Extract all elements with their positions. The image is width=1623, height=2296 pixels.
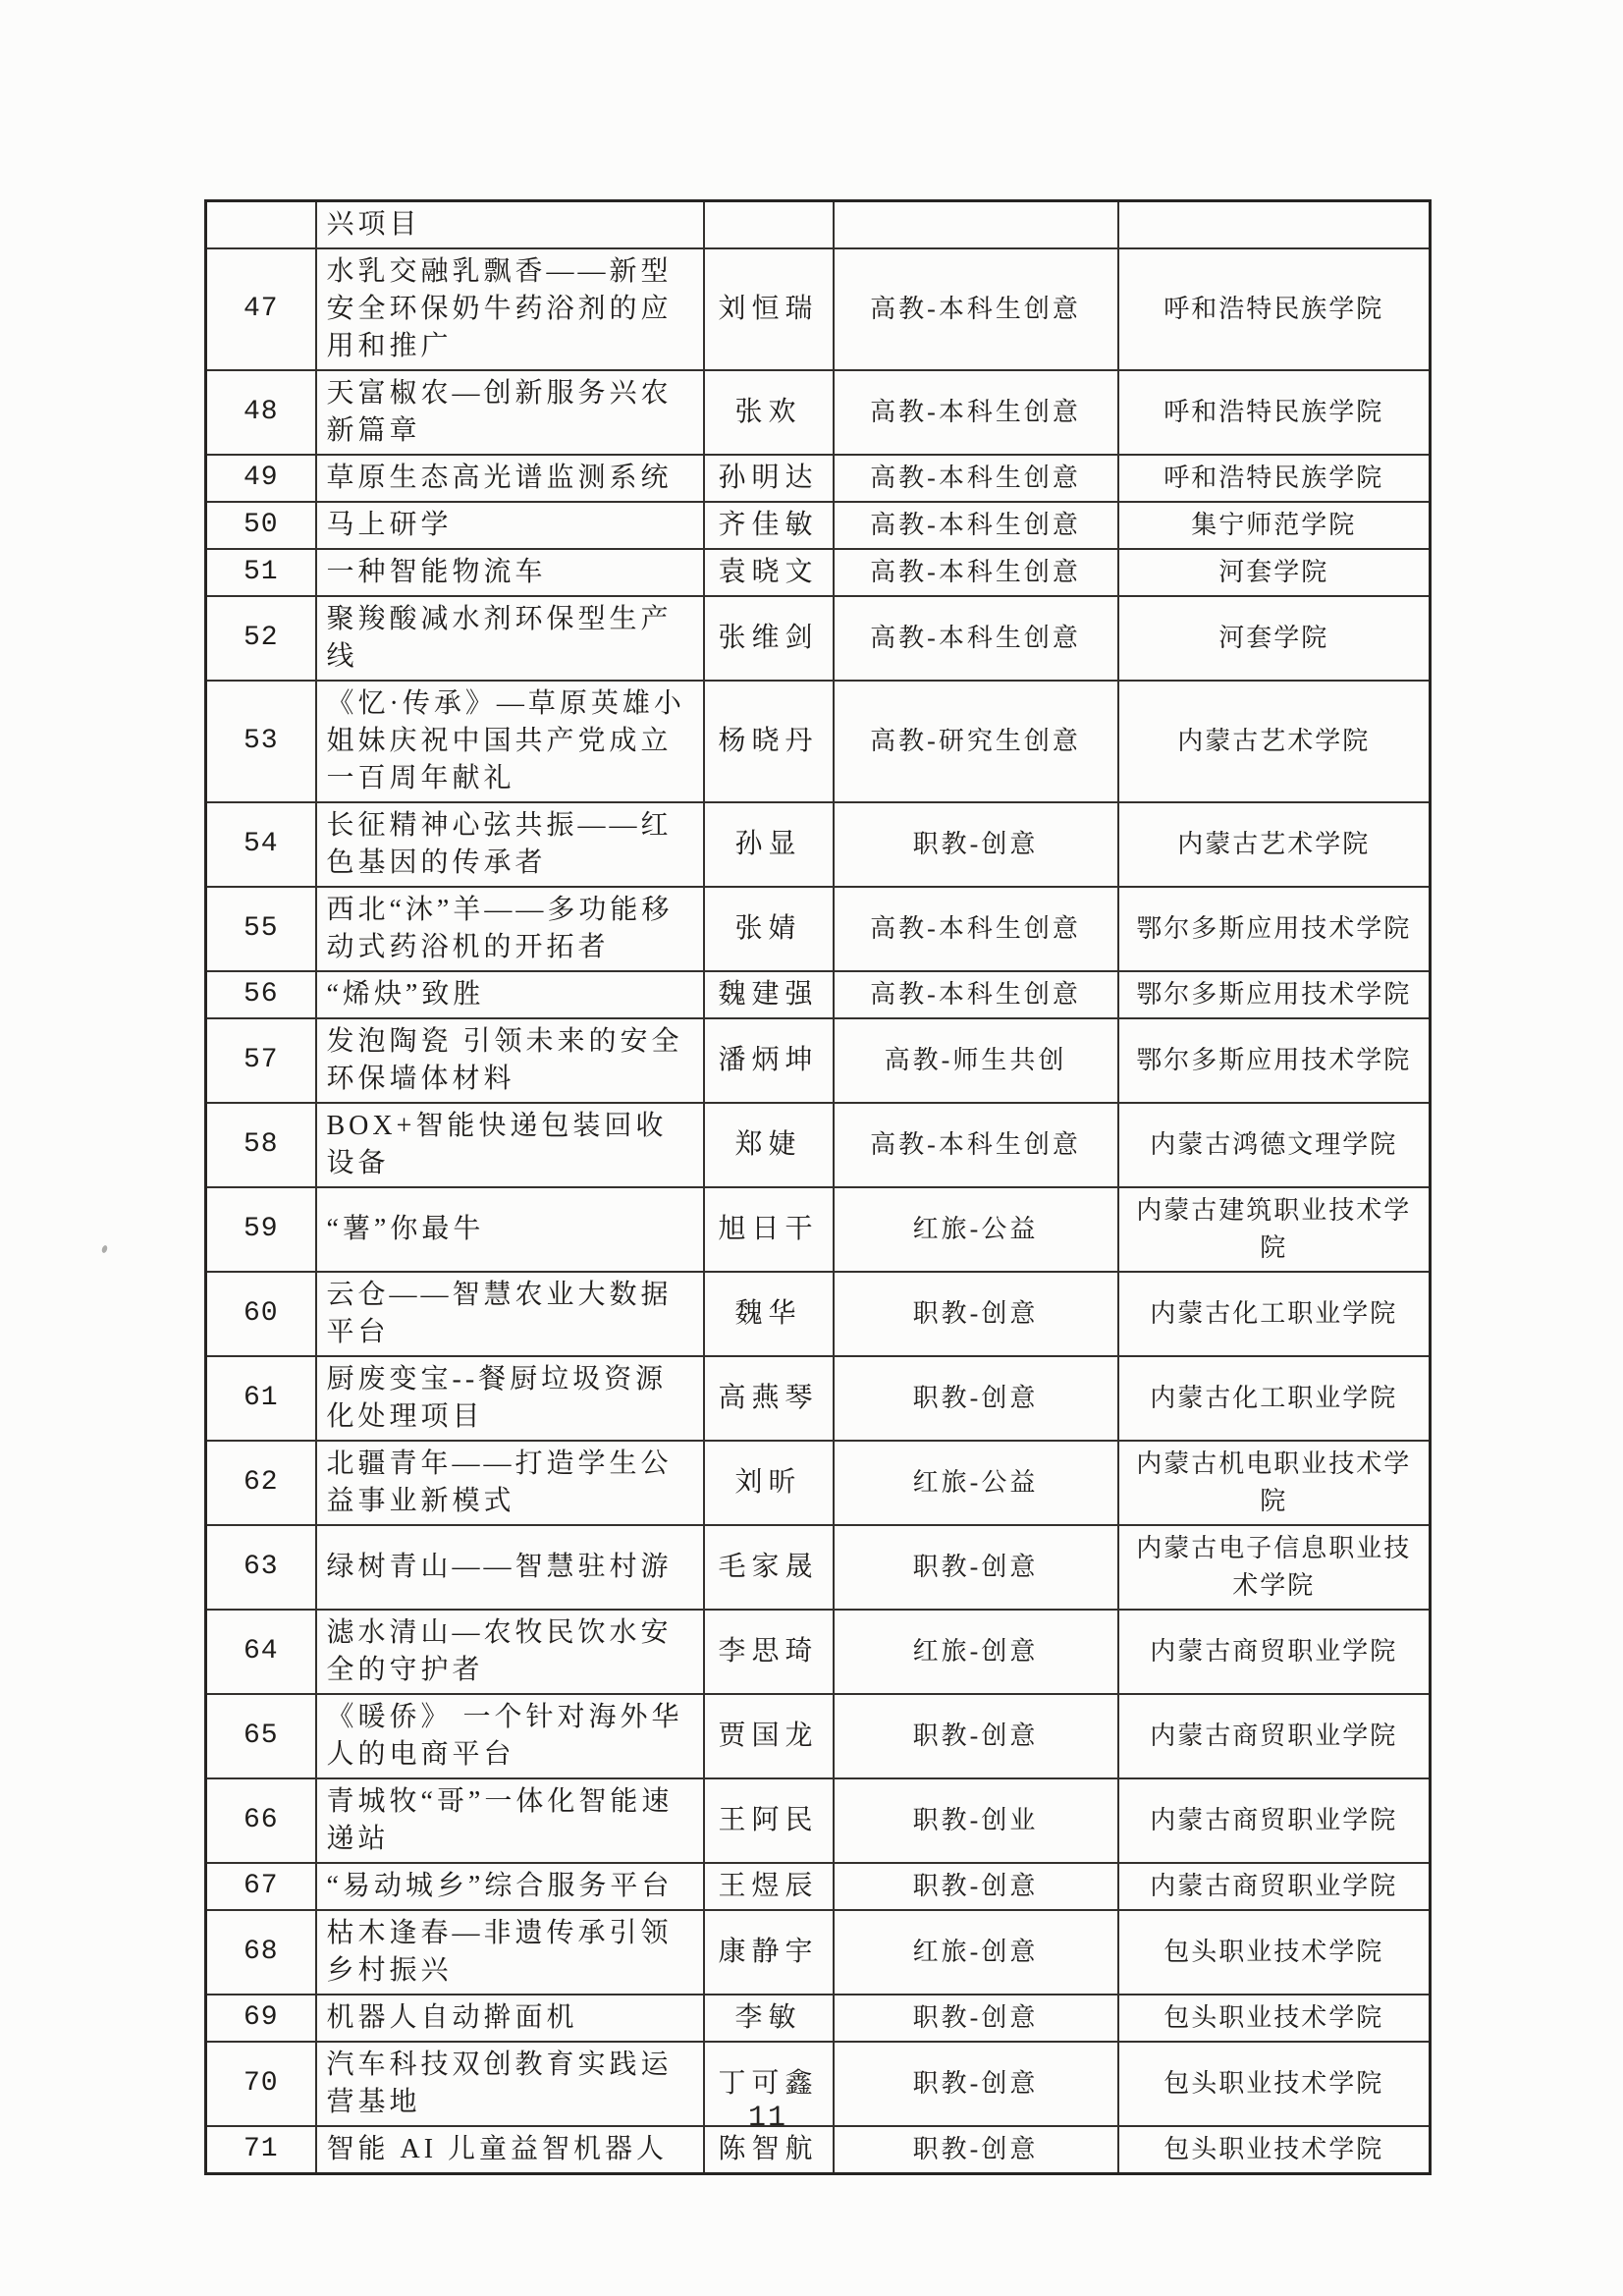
institution-name: 包头职业技术学院 [1118, 2042, 1431, 2126]
table-row [206, 2042, 1431, 2126]
leader-name: 齐佳敏 [704, 502, 834, 549]
project-name: BOX+智能快递包装回收设备 [316, 1103, 704, 1187]
institution-name: 内蒙古机电职业技术学院 [1118, 1441, 1431, 1525]
track-category: 高教-本科生创意 [834, 455, 1118, 502]
institution-name: 内蒙古商贸职业学院 [1118, 1863, 1431, 1910]
track-category: 高教-本科生创意 [834, 596, 1118, 681]
scan-artifact-speck [101, 1244, 108, 1253]
leader-name: 王煜辰 [704, 1863, 834, 1910]
row-number: 67 [206, 1863, 316, 1910]
institution-name: 包头职业技术学院 [1118, 1910, 1431, 1995]
track-category: 高教-师生共创 [834, 1018, 1118, 1103]
track-category: 高教-本科生创意 [834, 887, 1118, 971]
project-name: 枯木逢春—非遗传承引领乡村振兴 [316, 1910, 704, 1995]
institution-name: 内蒙古艺术学院 [1118, 802, 1431, 887]
table-row [206, 2126, 1431, 2174]
project-name: 北疆青年——打造学生公益事业新模式 [316, 1441, 704, 1525]
leader-name: 张维剑 [704, 596, 834, 681]
row-number [206, 201, 316, 249]
track-category: 红旅-公益 [834, 1441, 1118, 1525]
track-category: 职教-创意 [834, 1272, 1118, 1356]
leader-name: 潘炳坤 [704, 1018, 834, 1103]
institution-name: 内蒙古建筑职业技术学院 [1118, 1187, 1431, 1272]
project-name: 长征精神心弦共振——红色基因的传承者 [316, 802, 704, 887]
institution-name [1118, 201, 1431, 249]
leader-name: 孙明达 [704, 455, 834, 502]
row-number: 64 [206, 1610, 316, 1694]
institution-name: 河套学院 [1118, 596, 1431, 681]
institution-name: 内蒙古电子信息职业技术学院 [1118, 1525, 1431, 1610]
leader-name: 孙显 [704, 802, 834, 887]
table-row [206, 887, 1431, 971]
track-category: 红旅-创意 [834, 1910, 1118, 1995]
project-name: 厨废变宝--餐厨垃圾资源化处理项目 [316, 1356, 704, 1441]
track-category: 职教-创意 [834, 1995, 1118, 2042]
table-row [206, 1694, 1431, 1778]
track-category: 高教-本科生创意 [834, 502, 1118, 549]
track-category: 高教-研究生创意 [834, 681, 1118, 802]
track-category: 高教-本科生创意 [834, 549, 1118, 596]
institution-name: 河套学院 [1118, 549, 1431, 596]
project-name: 西北“沐”羊——多功能移动式药浴机的开拓者 [316, 887, 704, 971]
leader-name: 高燕琴 [704, 1356, 834, 1441]
project-name: 《忆·传承》—草原英雄小姐妹庆祝中国共产党成立一百周年献礼 [316, 681, 704, 802]
leader-name: 旭日干 [704, 1187, 834, 1272]
leader-name: 魏华 [704, 1272, 834, 1356]
project-name: 兴项目 [316, 201, 704, 249]
leader-name: 陈智航 [704, 2126, 834, 2174]
table-row [206, 1910, 1431, 1995]
table-row [206, 1863, 1431, 1910]
table-row [206, 248, 1431, 370]
table-row [206, 1187, 1431, 1272]
row-number: 48 [206, 370, 316, 455]
leader-name: 李思琦 [704, 1610, 834, 1694]
track-category: 职教-创意 [834, 1694, 1118, 1778]
row-number: 60 [206, 1272, 316, 1356]
table-row [206, 1778, 1431, 1863]
row-number: 47 [206, 248, 316, 370]
project-name: 云仓——智慧农业大数据平台 [316, 1272, 704, 1356]
project-name: 滤水清山—农牧民饮水安全的守护者 [316, 1610, 704, 1694]
table-row [206, 596, 1431, 681]
track-category: 职教-创意 [834, 2042, 1118, 2126]
leader-name: 袁晓文 [704, 549, 834, 596]
table-row [206, 1525, 1431, 1610]
leader-name: 康静宇 [704, 1910, 834, 1995]
row-number: 61 [206, 1356, 316, 1441]
track-category: 红旅-公益 [834, 1187, 1118, 1272]
project-name: 机器人自动擀面机 [316, 1995, 704, 2042]
row-number: 52 [206, 596, 316, 681]
table-row [206, 370, 1431, 455]
table-row [206, 1272, 1431, 1356]
project-name: 聚羧酸减水剂环保型生产线 [316, 596, 704, 681]
leader-name: 王阿民 [704, 1778, 834, 1863]
institution-name: 呼和浩特民族学院 [1118, 248, 1431, 370]
project-name: 《暖侨》 一个针对海外华人的电商平台 [316, 1694, 704, 1778]
row-number: 66 [206, 1778, 316, 1863]
project-name: 智能 AI 儿童益智机器人 [316, 2126, 704, 2174]
table-row [206, 1441, 1431, 1525]
track-category [834, 201, 1118, 249]
leader-name: 张婧 [704, 887, 834, 971]
row-number: 51 [206, 549, 316, 596]
institution-name: 内蒙古商贸职业学院 [1118, 1694, 1431, 1778]
leader-name: 刘昕 [704, 1441, 834, 1525]
row-number: 65 [206, 1694, 316, 1778]
project-name: “薯”你最牛 [316, 1187, 704, 1272]
track-category: 高教-本科生创意 [834, 370, 1118, 455]
table-row [206, 681, 1431, 802]
project-name: 草原生态高光谱监测系统 [316, 455, 704, 502]
project-results-table [204, 199, 1432, 2175]
row-number: 55 [206, 887, 316, 971]
project-name: 青城牧“哥”一体化智能速递站 [316, 1778, 704, 1863]
track-category: 高教-本科生创意 [834, 1103, 1118, 1187]
row-number: 56 [206, 971, 316, 1018]
leader-name: 贾国龙 [704, 1694, 834, 1778]
leader-name: 刘恒瑞 [704, 248, 834, 370]
track-category: 职教-创意 [834, 1525, 1118, 1610]
leader-name: 张欢 [704, 370, 834, 455]
row-number: 59 [206, 1187, 316, 1272]
track-category: 职教-创业 [834, 1778, 1118, 1863]
institution-name: 内蒙古商贸职业学院 [1118, 1778, 1431, 1863]
track-category: 职教-创意 [834, 1863, 1118, 1910]
row-number: 70 [206, 2042, 316, 2126]
institution-name: 鄂尔多斯应用技术学院 [1118, 887, 1431, 971]
track-category: 红旅-创意 [834, 1610, 1118, 1694]
table-row [206, 802, 1431, 887]
track-category: 职教-创意 [834, 1356, 1118, 1441]
table-row [206, 1610, 1431, 1694]
track-category: 高教-本科生创意 [834, 971, 1118, 1018]
leader-name [704, 201, 834, 249]
table-row [206, 971, 1431, 1018]
table-row [206, 1356, 1431, 1441]
institution-name: 内蒙古化工职业学院 [1118, 1272, 1431, 1356]
leader-name: 魏建强 [704, 971, 834, 1018]
row-number: 49 [206, 455, 316, 502]
row-number: 71 [206, 2126, 316, 2174]
institution-name: 内蒙古化工职业学院 [1118, 1356, 1431, 1441]
leader-name: 李敏 [704, 1995, 834, 2042]
institution-name: 鄂尔多斯应用技术学院 [1118, 971, 1431, 1018]
institution-name: 包头职业技术学院 [1118, 2126, 1431, 2174]
table-row [206, 502, 1431, 549]
project-name: 天富椒农—创新服务兴农新篇章 [316, 370, 704, 455]
table-row [206, 1103, 1431, 1187]
project-name: 马上研学 [316, 502, 704, 549]
row-number: 69 [206, 1995, 316, 2042]
institution-name: 包头职业技术学院 [1118, 1995, 1431, 2042]
row-number: 54 [206, 802, 316, 887]
track-category: 高教-本科生创意 [834, 248, 1118, 370]
institution-name: 内蒙古艺术学院 [1118, 681, 1431, 802]
project-name: 一种智能物流车 [316, 549, 704, 596]
institution-name: 鄂尔多斯应用技术学院 [1118, 1018, 1431, 1103]
row-number: 50 [206, 502, 316, 549]
table-row [206, 455, 1431, 502]
table-row [206, 1018, 1431, 1103]
project-name: “易动城乡”综合服务平台 [316, 1863, 704, 1910]
leader-name: 杨晓丹 [704, 681, 834, 802]
project-name: 水乳交融乳飘香——新型安全环保奶牛药浴剂的应用和推广 [316, 248, 704, 370]
track-category: 职教-创意 [834, 2126, 1118, 2174]
table-row [206, 201, 1431, 249]
table-row [206, 1995, 1431, 2042]
institution-name: 呼和浩特民族学院 [1118, 455, 1431, 502]
project-name: 绿树青山——智慧驻村游 [316, 1525, 704, 1610]
row-number: 58 [206, 1103, 316, 1187]
row-number: 57 [206, 1018, 316, 1103]
leader-name: 丁可鑫 [704, 2042, 834, 2126]
institution-name: 内蒙古商贸职业学院 [1118, 1610, 1431, 1694]
page-number: 11 [748, 2102, 788, 2135]
results-table-body [206, 201, 1431, 2174]
track-category: 职教-创意 [834, 802, 1118, 887]
project-name: 汽车科技双创教育实践运营基地 [316, 2042, 704, 2126]
leader-name: 郑婕 [704, 1103, 834, 1187]
row-number: 62 [206, 1441, 316, 1525]
institution-name: 集宁师范学院 [1118, 502, 1431, 549]
row-number: 63 [206, 1525, 316, 1610]
institution-name: 呼和浩特民族学院 [1118, 370, 1431, 455]
leader-name: 毛家晟 [704, 1525, 834, 1610]
project-name: 发泡陶瓷 引领未来的安全环保墙体材料 [316, 1018, 704, 1103]
project-name: “烯炔”致胜 [316, 971, 704, 1018]
row-number: 53 [206, 681, 316, 802]
table-row [206, 549, 1431, 596]
row-number: 68 [206, 1910, 316, 1995]
institution-name: 内蒙古鸿德文理学院 [1118, 1103, 1431, 1187]
